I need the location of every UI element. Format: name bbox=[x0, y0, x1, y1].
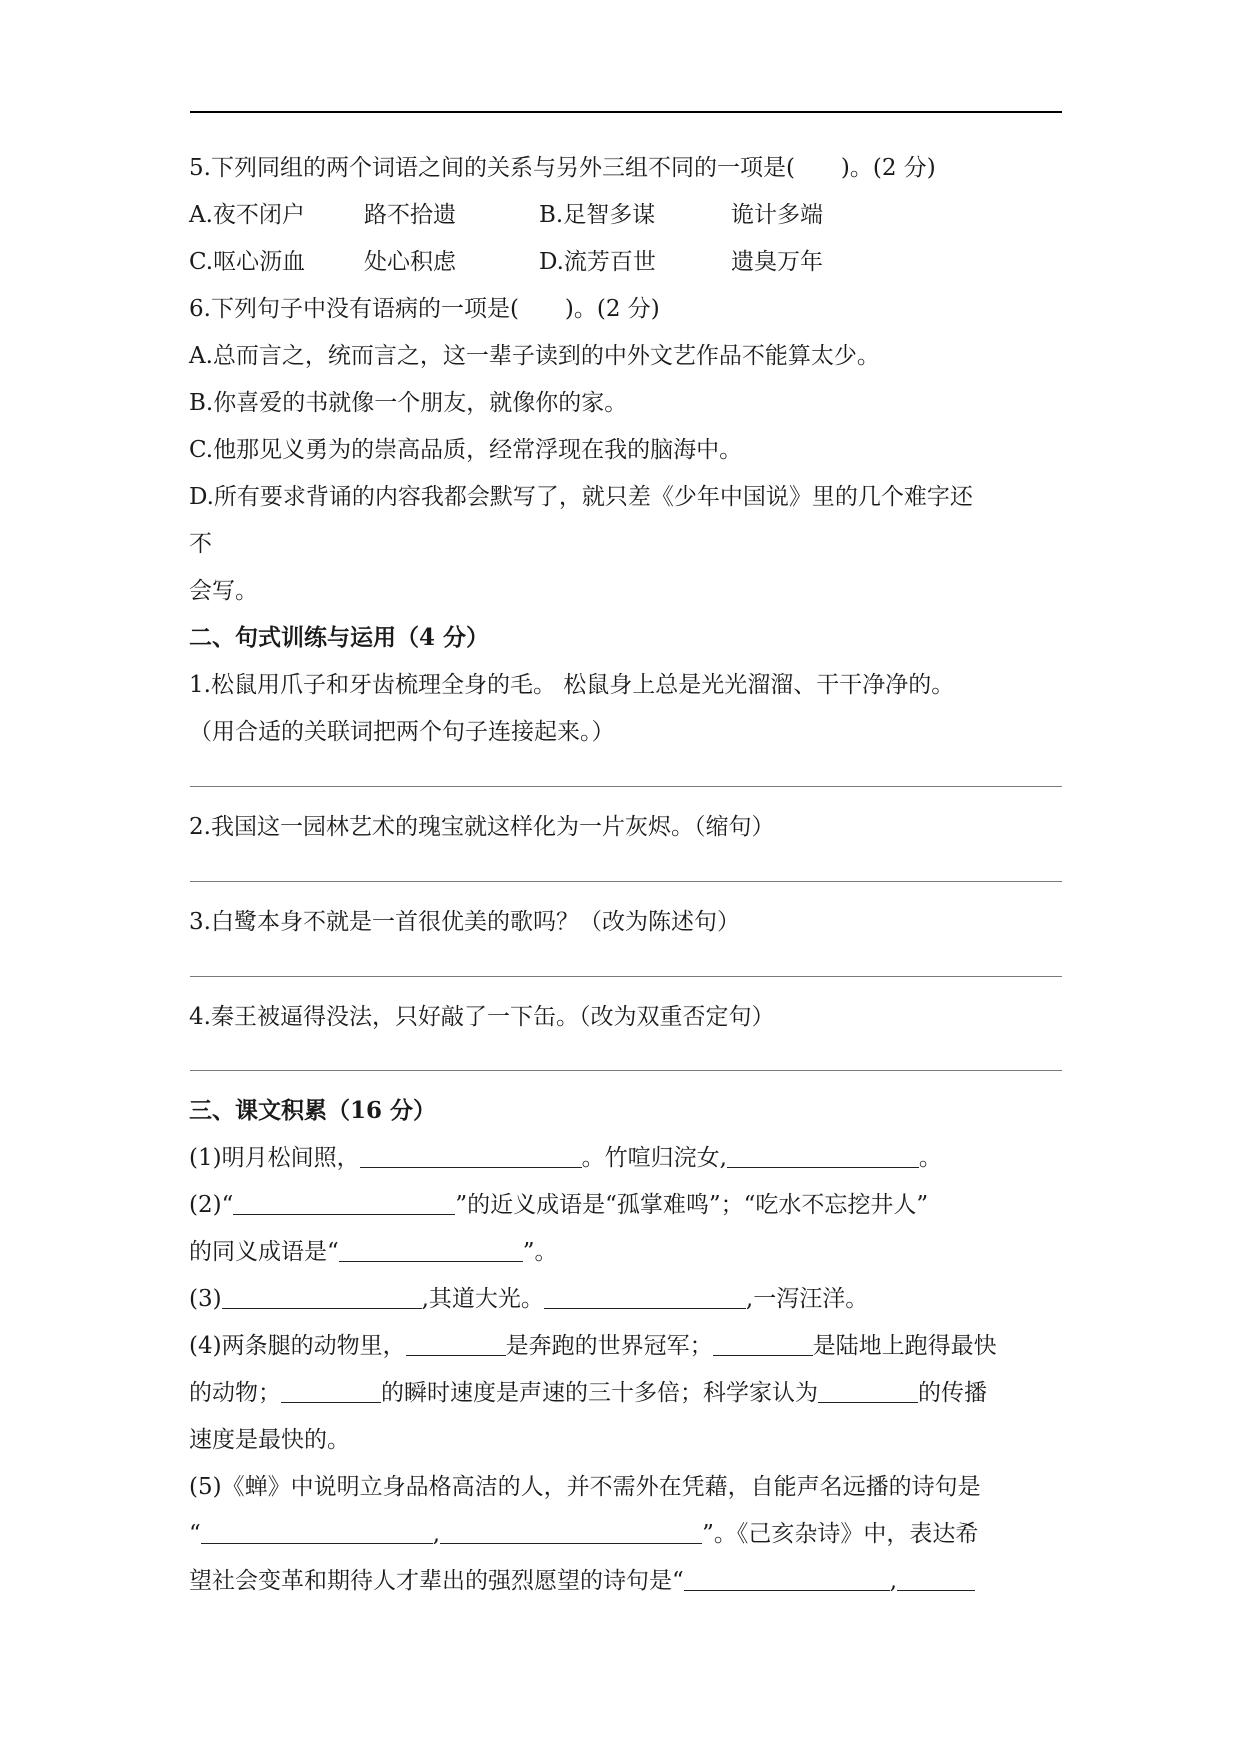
sec2-q3: 3.白鹭本身不就是一首很优美的歌吗？（改为陈述句） bbox=[189, 909, 740, 935]
q6-stem: 6.下列句子中没有语病的一项是( )。(2 分) bbox=[189, 296, 660, 322]
sec3-4-text-f: 的传播 bbox=[918, 1380, 987, 1406]
sec3-4-text-a: (4)两条腿的动物里， bbox=[189, 1333, 406, 1359]
sec3-item-2-cont bbox=[189, 1237, 558, 1267]
q5-option-c2: 处心积虑 bbox=[364, 249, 456, 275]
sec3-4-text-c: 是陆地上跑得最快 bbox=[812, 1333, 997, 1359]
q5-option-a1: A.夜不闭户 bbox=[189, 202, 305, 228]
sec3-1-text-a: (1)明月松间照， bbox=[189, 1145, 360, 1171]
blank-3b[interactable] bbox=[544, 1286, 746, 1309]
blank-2b[interactable] bbox=[339, 1239, 523, 1262]
sec3-item-3 bbox=[189, 1284, 868, 1314]
section-3-title: 三、课文积累（16 分） bbox=[189, 1097, 437, 1124]
sec2-q2: 2.我国这一园林艺术的瑰宝就这样化为一片灰烬。（缩句） bbox=[189, 814, 775, 840]
q5-stem: 5.下列同组的两个词语之间的关系与另外三组不同的一项是( )。(2 分) bbox=[189, 155, 936, 181]
answer-line-q3[interactable] bbox=[190, 976, 1062, 977]
sec3-4-text-d: 的动物； bbox=[189, 1380, 281, 1406]
answer-line-q2[interactable] bbox=[190, 881, 1062, 882]
sec3-item-5-cont bbox=[189, 1519, 978, 1549]
sec3-5-text-b: , bbox=[432, 1521, 441, 1547]
q5-option-b1: B.足智多谋 bbox=[539, 202, 656, 228]
sec3-1-text-c: 。 bbox=[918, 1145, 942, 1171]
sec3-2-text-b: ”的近义成语是“孤掌难鸣”；“吃水不忘挖井人” bbox=[455, 1192, 929, 1218]
q5-option-b2: 诡计多端 bbox=[731, 202, 823, 228]
sec3-2-text-c: 的同义成语是“ bbox=[189, 1239, 339, 1265]
q5-option-d1: D.流芳百世 bbox=[539, 249, 656, 275]
section-2-title: 二、句式训练与运用（4 分） bbox=[189, 624, 490, 651]
sec3-4-text-b: 是奔跑的世界冠军； bbox=[505, 1333, 713, 1359]
q5-option-c1: C.呕心沥血 bbox=[189, 249, 306, 275]
q6-option-b: B.你喜爱的书就像一个朋友，就像你的家。 bbox=[189, 390, 628, 416]
blank-4d[interactable] bbox=[818, 1380, 918, 1403]
sec3-5-text-c: ”。《己亥杂诗》中，表达希 bbox=[702, 1521, 979, 1547]
answer-line-q4[interactable] bbox=[190, 1070, 1062, 1071]
blank-5d[interactable] bbox=[897, 1568, 975, 1591]
sec3-5-text-a: “ bbox=[189, 1521, 201, 1547]
sec3-4-text-e: 的瞬时速度是声速的三十多倍；科学家认为 bbox=[381, 1380, 818, 1406]
sec3-item-5: (5)《蝉》中说明立身品格高洁的人，并不需外在凭藉，自能声名远播的诗句是 bbox=[189, 1474, 981, 1500]
sec2-q4: 4.秦王被逼得没法，只好敲了一下缶。（改为双重否定句） bbox=[189, 1004, 775, 1030]
sec3-2-text-d: ”。 bbox=[522, 1239, 558, 1265]
blank-1b[interactable] bbox=[727, 1145, 919, 1168]
q6-option-c: C.他那见义勇为的崇高品质，经常浮现在我的脑海中。 bbox=[189, 437, 743, 463]
header-rule bbox=[190, 111, 1062, 113]
sec3-item-4-end: 速度是最快的。 bbox=[189, 1427, 350, 1453]
blank-4b[interactable] bbox=[713, 1333, 813, 1356]
q6-option-d-line2: 不 bbox=[189, 531, 212, 557]
q6-option-a: A.总而言之，统而言之，这一辈子读到的中外文艺作品不能算太少。 bbox=[189, 343, 880, 369]
sec3-5-text-d: 望社会变革和期待人才辈出的强烈愿望的诗句是“ bbox=[189, 1568, 684, 1594]
blank-2a[interactable] bbox=[233, 1192, 455, 1215]
blank-5a[interactable] bbox=[201, 1521, 433, 1544]
sec2-q1-line2: （用合适的关联词把两个句子连接起来。） bbox=[189, 719, 615, 745]
sec3-2-text-a: (2)“ bbox=[189, 1192, 234, 1218]
sec3-5-text-e: , bbox=[889, 1568, 898, 1594]
sec3-3-text-c: ,一泻汪洋。 bbox=[745, 1286, 869, 1312]
blank-4a[interactable] bbox=[406, 1333, 506, 1356]
sec3-1-text-b: 。竹喧归浣女, bbox=[581, 1145, 727, 1171]
blank-1a[interactable] bbox=[360, 1145, 582, 1168]
sec3-item-4-cont bbox=[189, 1378, 987, 1408]
sec3-item-5-end bbox=[189, 1566, 975, 1596]
q5-option-d2: 遗臭万年 bbox=[731, 249, 823, 275]
blank-5c[interactable] bbox=[684, 1568, 890, 1591]
sec3-item-2 bbox=[189, 1190, 928, 1220]
sec3-3-text-a: (3) bbox=[189, 1286, 222, 1312]
q6-option-d-line1: D.所有要求背诵的内容我都会默写了，就只差《少年中国说》里的几个难字还 bbox=[189, 484, 973, 510]
blank-4c[interactable] bbox=[281, 1380, 381, 1403]
sec2-q1-line1: 1.松鼠用爪子和牙齿梳理全身的毛。 松鼠身上总是光光溜溜、干干净净的。 bbox=[189, 672, 955, 698]
sec3-item-4 bbox=[189, 1331, 997, 1361]
blank-3a[interactable] bbox=[222, 1286, 422, 1309]
q5-option-a2: 路不拾遗 bbox=[364, 202, 456, 228]
blank-5b[interactable] bbox=[440, 1521, 702, 1544]
sec3-item-1 bbox=[189, 1143, 942, 1173]
answer-line-q1[interactable] bbox=[190, 786, 1062, 787]
sec3-3-text-b: ,其道大光。 bbox=[421, 1286, 544, 1312]
q6-option-d-line3: 会写。 bbox=[189, 578, 258, 604]
